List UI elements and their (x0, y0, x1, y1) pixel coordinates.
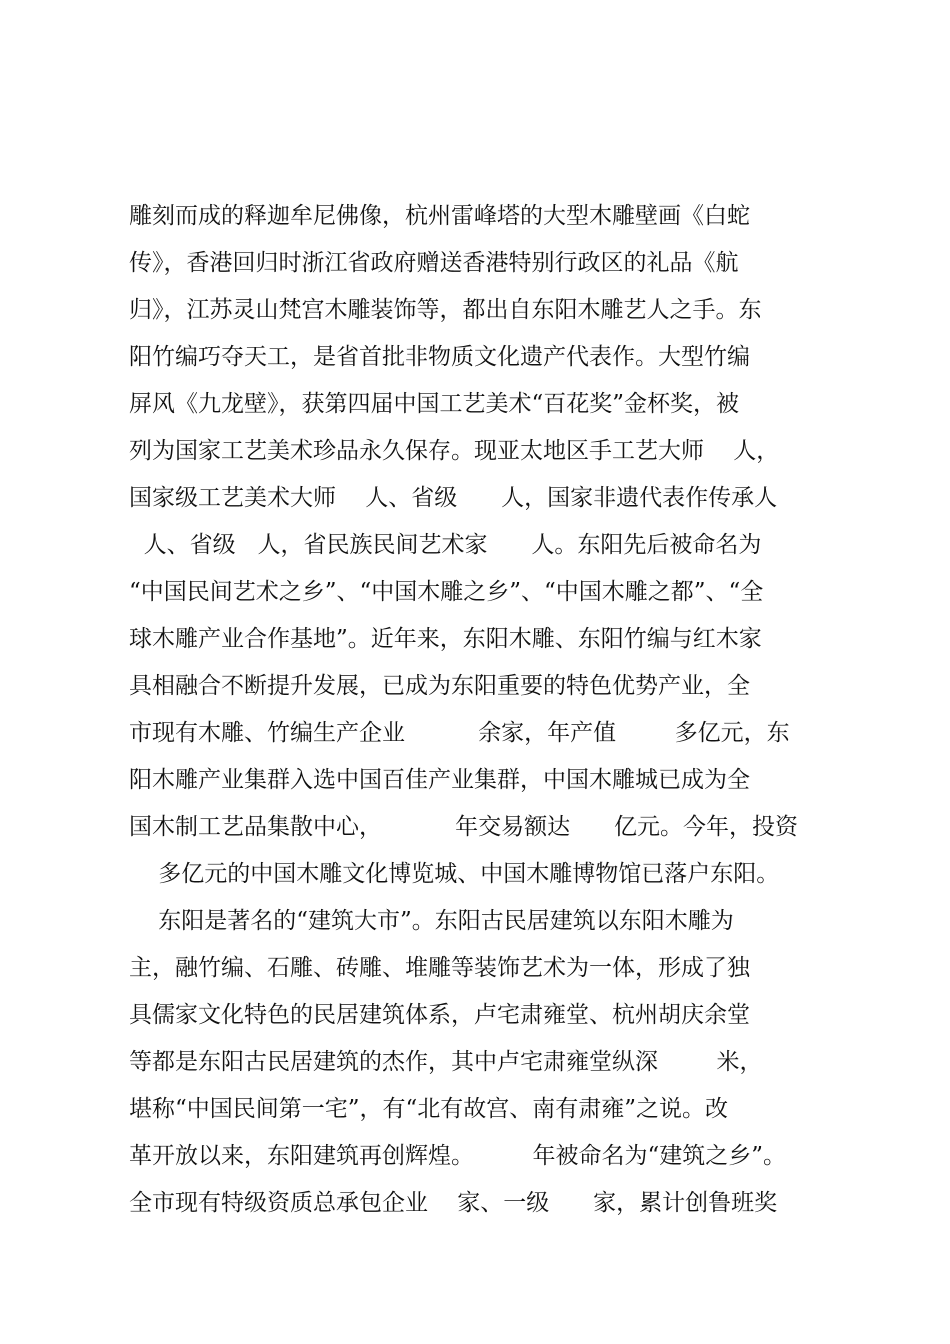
text-line: 堪称“中国民间第一宅”，有“北有故宫、南有肃雍”之说。改 (129, 1096, 729, 1122)
text-line: 球木雕产业合作基地”。近年来，东阳木雕、东阳竹编与红木家 (129, 626, 762, 652)
text-line: 列为国家工艺美术珍品永久保存。现亚太地区手工艺大师 人， (129, 438, 780, 464)
text-line: 阳竹编巧夺天工，是省首批非物质文化遗产代表作。大型竹编 (129, 344, 750, 370)
text-line: 多亿元的中国木雕文化博览城、中国木雕博物馆已落户东阳。 (129, 861, 780, 887)
text-line: 人、省级 人，省民族民间艺术家 人。东阳先后被命名为 (129, 532, 762, 558)
text-line: 阳木雕产业集群入选中国百佳产业集群，中国木雕城已成为全 (129, 767, 750, 793)
text-line: 等都是东阳古民居建筑的杰作，其中卢宅肃雍堂纵深 米， (129, 1049, 763, 1075)
paragraph-start-line: 东阳是著名的“建筑大市”。东阳古民居建筑以东阳木雕为 (129, 908, 734, 934)
text-line: 市现有木雕、竹编生产企业 余家，年产值 多亿元，东 (129, 720, 790, 746)
text-line: 归》，江苏灵山梵宫木雕装饰等，都出自东阳木雕艺人之手。东 (129, 297, 762, 323)
text-line: 雕刻而成的释迦牟尼佛像，杭州雷峰塔的大型木雕壁画《白蛇 (129, 203, 750, 229)
text-line: “中国民间艺术之乡”、“中国木雕之乡”、“中国木雕之都”、“全 (129, 579, 764, 605)
text-line: 全市现有特级资质总承包企业 家、一级 家，累计创鲁班奖 (129, 1190, 778, 1216)
text-line: 国木制工艺品集散中心， 年交易额达 亿元。今年，投资 (129, 814, 798, 840)
text-line: 具相融合不断提升发展，已成为东阳重要的特色优势产业，全 (129, 673, 750, 699)
text-line: 屏风《九龙壁》，获第四届中国工艺美术“百花奖”金杯奖，被 (129, 391, 740, 417)
text-line: 传》，香港回归时浙江省政府赠送香港特别行政区的礼品《航 (129, 250, 739, 276)
text-line: 具儒家文化特色的民居建筑体系，卢宅肃雍堂、杭州胡庆余堂 (129, 1002, 750, 1028)
text-line: 国家级工艺美术大师 人、省级 人，国家非遗代表作传承人 (129, 485, 778, 511)
text-line: 主，融竹编、石雕、砖雕、堆雕等装饰艺术为一体，形成了独 (129, 955, 750, 981)
text-line: 革开放以来，东阳建筑再创辉煌。 年被命名为“建筑之乡”。 (129, 1143, 787, 1169)
